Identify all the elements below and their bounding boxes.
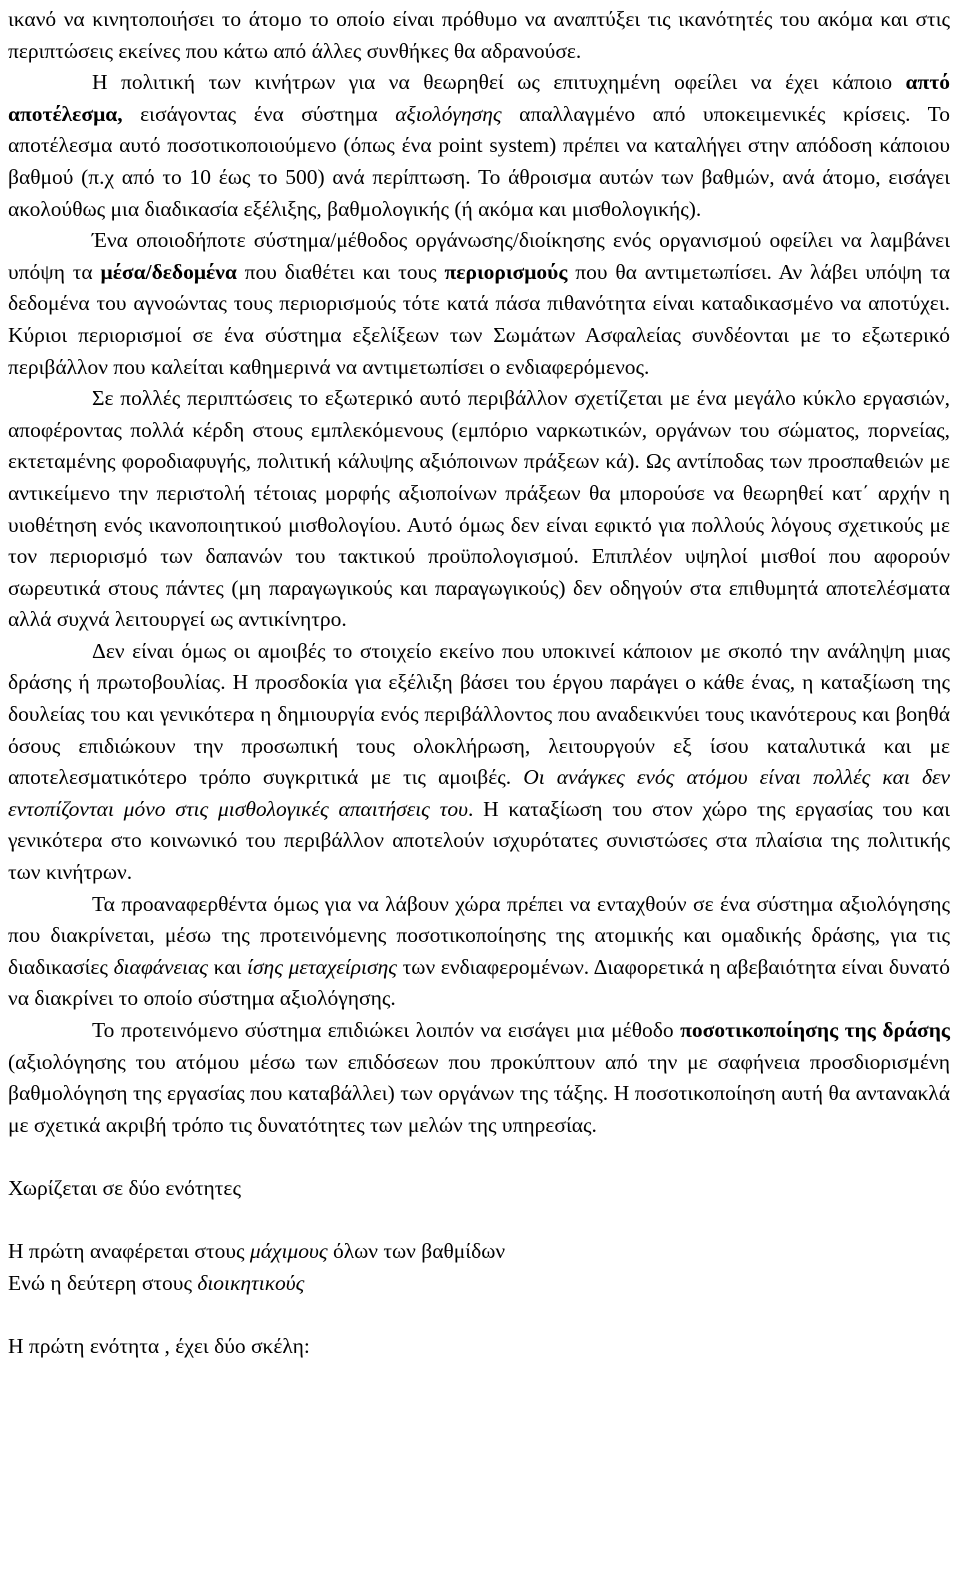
paragraph-6-text: και [208, 954, 247, 979]
line-text: Η πρώτη αναφέρεται στους [8, 1239, 250, 1264]
paragraph-2 [8, 67, 950, 225]
line-sections [8, 1173, 950, 1205]
paragraph-7-text: Το προτεινόμενο σύστημα επιδιώκει λοιπόν να εισάγει μια μέθοδο [92, 1018, 681, 1042]
italic-phrase: διοικητικούς [197, 1270, 305, 1295]
paragraph-2-text: εισάγοντας ένα σύστημα [122, 101, 396, 126]
paragraph-5 [8, 636, 950, 889]
bold-phrase: μέσα/δεδομένα [100, 259, 237, 284]
italic-phrase: διαφάνειας [113, 954, 208, 979]
paragraph-7 [8, 1015, 950, 1141]
italic-phrase: ίσης μεταχείρισης [246, 954, 398, 979]
line-sections-text: Χωρίζεται σε δύο ενότητες [8, 1175, 241, 1200]
paragraph-5-text: . Η καταξίωση του στον χώρο της εργασίας του και γενικότερα στο κοινωνικό του περιβάλλον αποτελούν ισχυρότατες συνιστώσες στα πλαίσια της πολιτικής των κινήτρων. [8, 796, 950, 885]
paragraph-5-text: Δεν είναι όμως οι αμοιβές το στοιχείο εκείνο που υποκινεί κάποιον με σκοπό την ανάληψη μιας δράσης ή πρωτοβουλίας. Η προσδοκία για εξέλιξη βάσει του έργου παράγει ο κάθε ένας, η καταξίωση της δουλείας του και γενικότερα η δημιουργία ενός περιβάλλοντος που αναδεικνύει τους ικανότερους και βοηθά όσους επιδιώκουν την προσωπική τους ολοκλήρωση, λειτουργούν εξ ίσου καταλυτικά και με αποτελεσματικότερο τρόπο συγκριτικά με τις αμοιβές. [8, 638, 950, 790]
bold-phrase: ποσοτικοποίησης της δράσης [680, 1018, 950, 1042]
document-body [8, 4, 950, 1363]
paragraph-4-text: Σε πολλές περιπτώσεις το εξωτερικό αυτό περιβάλλον σχετίζεται με ένα μεγάλο κύκλο εργασιών, αποφέροντας πολλά κέρδη στους εμπλεκόμενους (εμπόριο ναρκωτικών, οργάνων του σώματος, πορνείας, εκτεταμένης φοροδιαφυγής, πολιτική κάλυψης αξιόποινων πράξεων κά). Ως αντίποδας των προσπαθειών με αντικείμενο την περιστολή τέτοιας μορφής αξιοποίνων πράξεων θα μπορούσε να θεωρηθεί κατ΄ αρχήν η υιοθέτηση ενός ικανοποιητικού μισθολογίου. Αυτό όμως δεν είναι εφικτό για πολλούς λόγους σχετικούς με τον περιορισμό των δαπανών του τακτικού προϋπολογισμού. Επιπλέον υψηλοί μισθοί που αφορούν σωρευτικά στους πάντες (μη παραγωγικούς και παραγωγικούς) δεν οδηγούν στα επιθυμητά αποτελέσματα αλλά συχνά λειτουργεί ως αντικίνητρο. [8, 386, 950, 632]
spacer [8, 1141, 950, 1173]
line-text: Η πρώτη ενότητα , έχει δύο σκέλη: [8, 1333, 310, 1358]
line-text: Ενώ η δεύτερη στους [8, 1270, 198, 1295]
paragraph-2-text: απαλλαγμένο από υποκειμενικές κρίσεις. Το αποτέλεσμα αυτό ποσοτικοποιούμενο (όπως ένα point system) πρέπει να καταλήγει στην απόδοση κάποιου βαθμού (π.χ από το 10 έως το 500) ανά περίπτωση. Το άθροισμα αυτών των βαθμών, ανά άτομο, εισάγει ακολούθως μια διαδικασία εξέλιξης, βαθμολογικής (ή ακόμα και μισθολογικής). [8, 101, 950, 221]
paragraph-3-text: Ένα οποιοδήποτε σύστημα/μέθοδος οργάνωσης/διοίκησης ενός οργανισμού οφείλει να λαμβάνει υπόψη τα [8, 228, 950, 284]
line-second-section [8, 1268, 950, 1300]
line-first-section [8, 1236, 950, 1268]
bold-phrase: περιορισμούς [444, 259, 568, 284]
paragraph-7-text: (αξιολόγησης του ατόμου μέσω των επιδόσεων που προκύπτουν από την με σαφήνεια προσδιορισμένη βαθμολόγηση της εργασίας που καταβάλλει) των οργάνων της τάξης. Η ποσοτικοποίηση αυτή θα αντανακλά με σχετικά ακριβή τρόπο τις δυνατότητες των μελών της υπηρεσίας. [8, 1049, 950, 1137]
spacer [8, 1205, 950, 1237]
line-first-section-parts [8, 1331, 950, 1363]
paragraph-3 [8, 225, 950, 383]
paragraph-3-text: που διαθέτει και τους [236, 259, 445, 284]
spacer [8, 1299, 950, 1331]
line-text: όλων των βαθμίδων [327, 1239, 506, 1264]
paragraph-2-text: Η πολιτική των κινήτρων για να θεωρηθεί ως επιτυχημένη οφείλει να έχει κάποιο [92, 70, 906, 95]
paragraph-6-text: των ενδιαφερομένων. Διαφορετικά η αβεβαιότητα είναι δυνατό να διακρίνει το οποίο σύστημα αξιολόγησης. [8, 954, 951, 1011]
italic-phrase: μάχιμους [249, 1239, 328, 1264]
bold-phrase: απτό αποτέλεσμα, [8, 70, 950, 126]
paragraph-1 [8, 4, 950, 67]
italic-phrase: Οι ανάγκες ενός ατόμου είναι πολλές και δεν εντοπίζονται μόνο στις μισθολογικές απαιτήσεις του [8, 765, 950, 821]
paragraph-3-text: που θα αντιμετωπίσει. Αν λάβει υπόψη τα δεδομένα του αγνοώντας τους περιορισμούς τότε κατά πάσα πιθανότητα είναι καταδικασμένο να αποτύχει. Κύριοι περιορισμοί σε ένα σύστημα εξελίξεων των Σωμάτων Ασφαλείας συνδέονται με το εξωτερικό περιβάλλον που καλείται καθημερινά να αντιμετωπίσει ο ενδιαφερόμενος. [8, 259, 951, 379]
paragraph-1-text: ικανό να κινητοποιήσει το άτομο το οποίο είναι πρόθυμο να αναπτύξει τις ικανότητές του ακόμα και στις περιπτώσεις εκείνες που κάτω από άλλες συνθήκες θα αδρανούσε. [8, 7, 950, 63]
paragraph-4 [8, 383, 950, 636]
italic-phrase: αξιολόγησης [395, 101, 502, 126]
paragraph-6 [8, 889, 950, 1015]
paragraph-6-text: Τα προαναφερθέντα όμως για να λάβουν χώρα πρέπει να ενταχθούν σε ένα σύστημα αξιολόγησης που διακρίνεται, μέσω της προτεινόμενης ποσοτικοποίησης της ατομικής και ομαδικής δράσης, για τις διαδικασίες [8, 891, 950, 979]
